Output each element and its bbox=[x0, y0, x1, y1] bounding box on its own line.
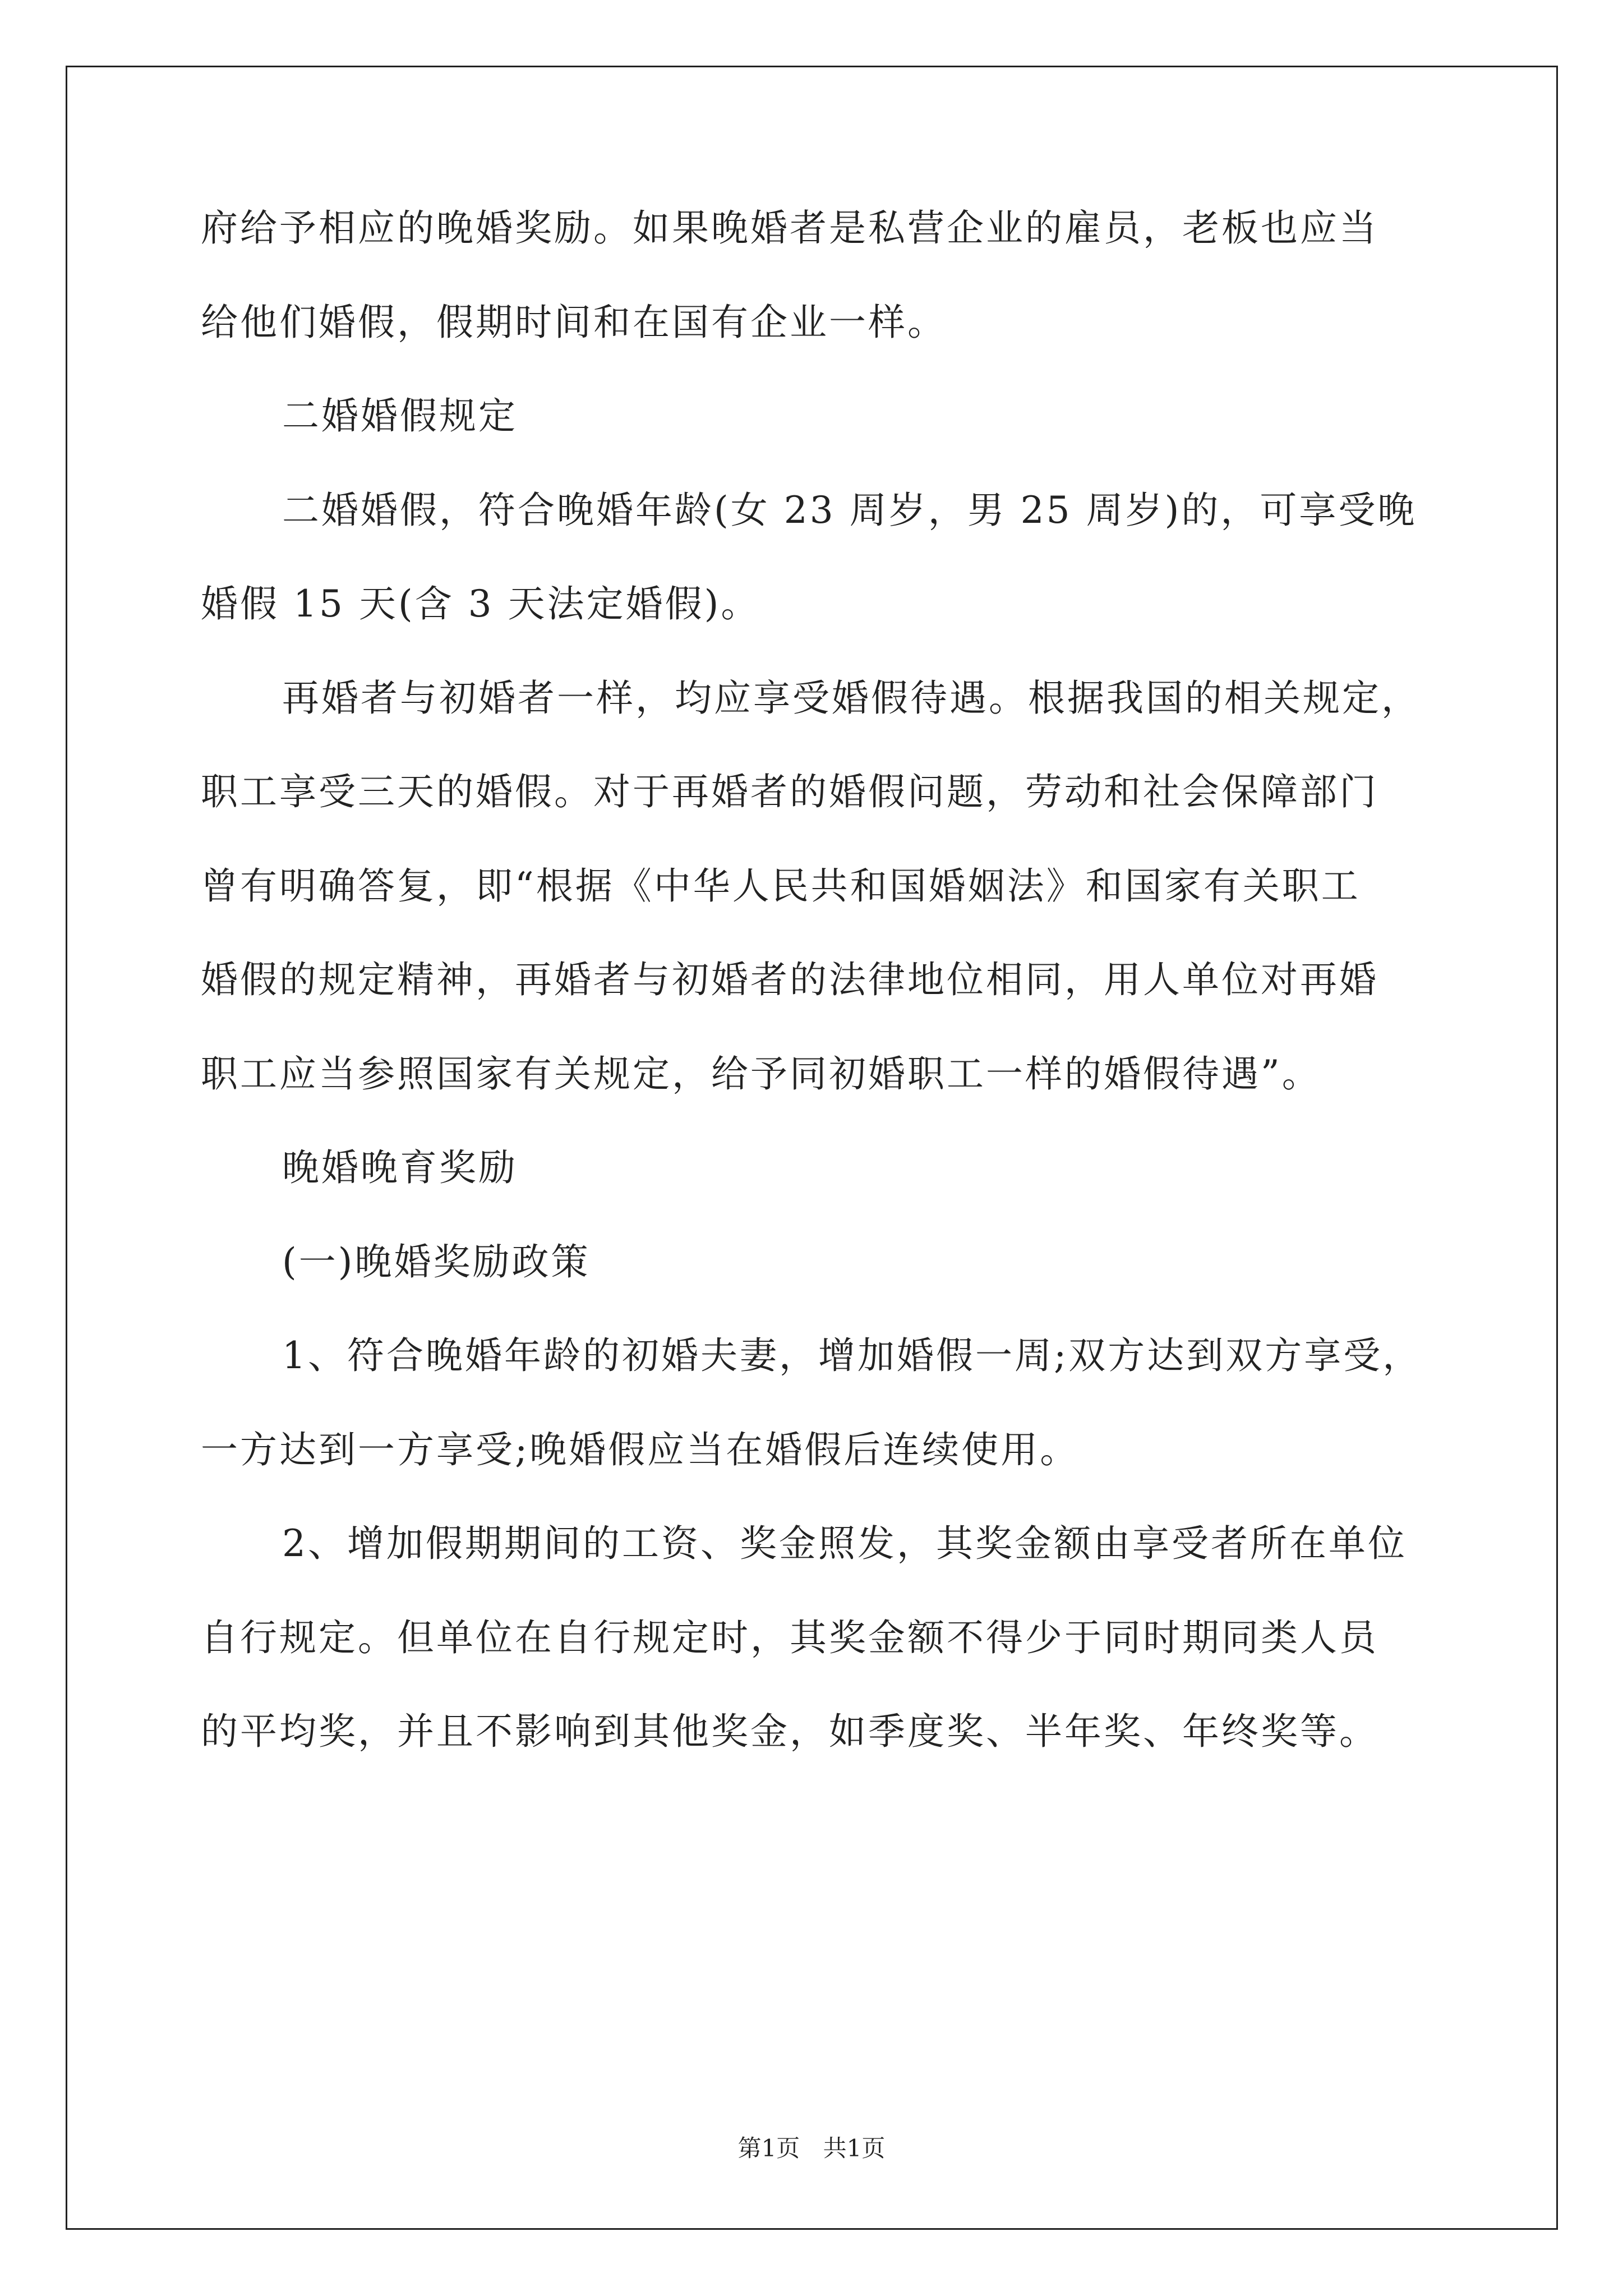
text-line: 2、增加假期期间的工资、奖金照发，其奖金额由享受者所在单位 bbox=[282, 1522, 1407, 1565]
section-heading: 二婚婚假规定 bbox=[282, 394, 518, 438]
page-footer bbox=[0, 2130, 1623, 2164]
text-line: 的平均奖，并且不影响到其他奖金，如季度奖、半年奖、年终奖等。 bbox=[201, 1710, 1378, 1753]
text-line: 给他们婚假，假期时间和在国有企业一样。 bbox=[201, 300, 947, 344]
text-line: 一方达到一方享受;晚婚假应当在婚假后连续使用。 bbox=[201, 1428, 1080, 1471]
text-line: 二婚婚假，符合晚婚年龄(女 23 周岁，男 25 周岁)的，可享受晚 bbox=[282, 488, 1417, 532]
text-line: 再婚者与初婚者一样，均应享受婚假待遇。根据我国的相关规定， bbox=[282, 676, 1421, 720]
document-body bbox=[201, 205, 1432, 1802]
text-line: 府给予相应的晚婚奖励。如果晚婚者是私营企业的雇员，老板也应当 bbox=[201, 206, 1378, 250]
page-number: 第1页 bbox=[737, 2134, 800, 2162]
text-line: 职工应当参照国家有关规定，给予同初婚职工一样的婚假待遇”。 bbox=[201, 1052, 1321, 1096]
page-total: 共1页 bbox=[823, 2134, 886, 2162]
section-heading: 晚婚晚育奖励 bbox=[282, 1146, 518, 1189]
subsection-heading: (一)晚婚奖励政策 bbox=[282, 1240, 591, 1283]
text-line: 职工享受三天的婚假。对于再婚者的婚假问题，劳动和社会保障部门 bbox=[201, 770, 1378, 813]
text-line: 曾有明确答复，即“根据《中华人民共和国婚姻法》和国家有关职工 bbox=[201, 864, 1361, 908]
text-line: 1、符合晚婚年龄的初婚夫妻，增加婚假一周;双方达到双方享受， bbox=[282, 1334, 1422, 1377]
text-line: 自行规定。但单位在自行规定时，其奖金额不得少于同时期同类人员 bbox=[201, 1616, 1378, 1659]
text-line: 婚假 15 天(含 3 天法定婚假)。 bbox=[201, 582, 760, 625]
text-line: 婚假的规定精神，再婚者与初婚者的法律地位相同，用人单位对再婚 bbox=[201, 958, 1378, 1001]
